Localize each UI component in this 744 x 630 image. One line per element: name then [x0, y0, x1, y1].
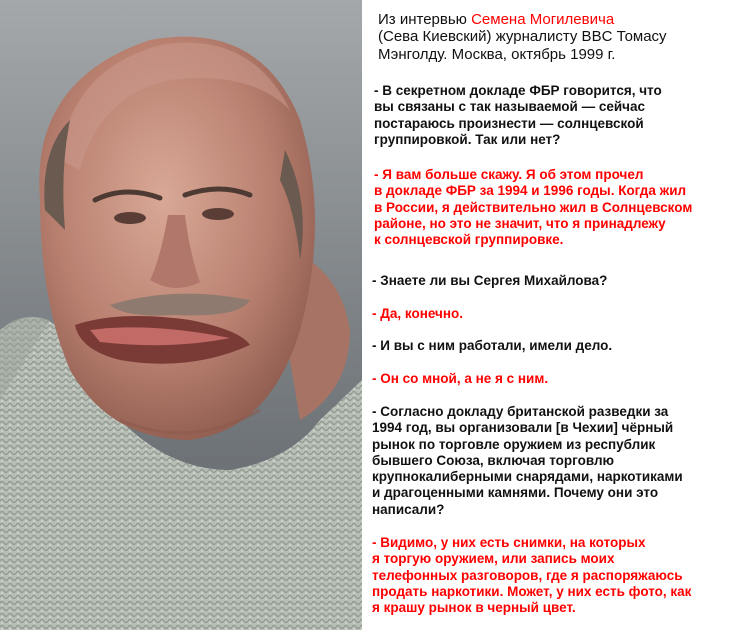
header-prefix: Из интервью — [378, 11, 472, 28]
answer-4-line: продать наркотики. Может, у них есть фото, как — [372, 583, 692, 599]
answer-4 — [372, 535, 691, 616]
question-1-line: вы связаны с так называемой — сейчас — [374, 99, 645, 115]
question-4-line: написали? — [372, 501, 445, 517]
question-3: - И вы с ним работали, имели дело. — [372, 338, 613, 353]
answer-4-line: телефонных разговоров, где я распоряжаюсь — [372, 567, 683, 583]
question-4-line: крупнокалиберными снарядами, наркотиками — [372, 469, 683, 485]
question-1-line: постараюсь произнести — солнцевской — [374, 115, 644, 131]
header-line-3: Мэнголду. Москва, октябрь 1999 г. — [378, 45, 616, 63]
answer-1-line: - Я вам больше скажу. Я об этом прочел — [374, 167, 644, 182]
answer-1 — [374, 167, 692, 248]
answer-1-line: в России, я действительно жил в Солнцевском — [374, 199, 693, 215]
question-4-line: рынок по торговле оружием из республик — [372, 436, 656, 452]
question-4-line: 1994 год, вы организовали [в Чехии] чёрный — [372, 420, 674, 436]
question-4-line: и драгоценными камнями. Почему они это — [372, 485, 659, 501]
question-2: - Знаете ли вы Сергея Михайлова? — [372, 273, 608, 288]
interview-text — [362, 0, 744, 630]
answer-4-line: я торгую оружием, или запись моих — [372, 551, 615, 567]
question-1-line: - В секретном докладе ФБР говорится, что — [374, 83, 662, 98]
answer-1-line: в докладе ФБР за 1994 и 1996 годы. Когда жил — [374, 183, 687, 199]
question-4 — [372, 404, 683, 518]
question-4-line: - Согласно докладу британской разведки за — [372, 404, 669, 419]
answer-4-line: я крашу рынок в черный цвет. — [372, 600, 576, 616]
interview-header — [378, 11, 667, 63]
answer-1-line: районе, но это не значит, что я принадлежу — [374, 215, 666, 231]
portrait-photo — [0, 0, 362, 630]
header-line-2: (Сева Киевский) журналисту BBC Томасу — [378, 28, 667, 46]
header-line-1 — [378, 11, 667, 28]
question-1 — [374, 83, 662, 148]
answer-4-line: - Видимо, у них есть снимки, на которых — [372, 535, 646, 550]
answer-1-line: к солнцевской группировке. — [374, 232, 564, 248]
question-1-line: группировкой. Так или нет? — [374, 131, 561, 147]
answer-2: - Да, конечно. — [372, 306, 464, 321]
question-4-line: бывшего Союза, включая торговлю — [372, 452, 615, 468]
interviewee-name: Семена Могилевича — [471, 11, 615, 28]
portrait-illustration — [0, 0, 362, 630]
answer-3: - Он со мной, а не я с ним. — [372, 371, 549, 386]
